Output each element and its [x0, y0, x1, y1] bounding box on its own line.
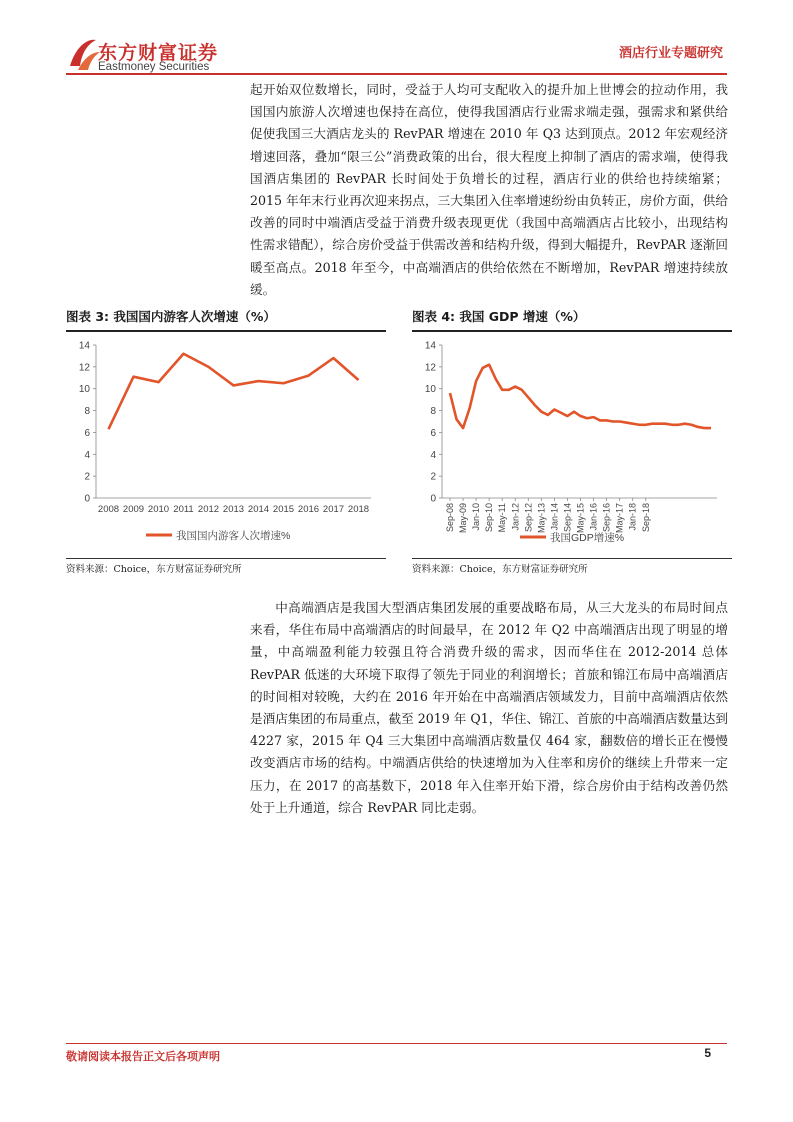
logo-chinese-name: 东方财富证券 [98, 42, 219, 64]
x-tick-label: 2010 [147, 504, 170, 515]
y-tick-label: 14 [78, 340, 90, 352]
figure-4-title-rule [412, 330, 732, 332]
x-tick-label: 2017 [322, 504, 345, 515]
x-tick-label: 2013 [222, 504, 245, 515]
legend-label: 我国GDP增速% [550, 532, 625, 544]
y-tick-label: 6 [430, 427, 436, 439]
figure-3-title-rule [66, 330, 386, 332]
gdp-growth-chart [412, 333, 732, 561]
x-tick-label: Jan-10 [471, 503, 482, 531]
x-tick-label: 2018 [347, 504, 370, 515]
y-tick-label: 0 [430, 493, 436, 505]
x-tick-label: May-11 [497, 503, 508, 533]
body-paragraph-1: 起开始双位数增长，同时，受益于人均可支配收入的提升加上世博会的拉动作用，我国国内旅游人次增速也保持在高位，使得我国酒店行业需求端走强，强需求和紧供给促使我国三大酒店龙头的 RevPAR 增速在 2010 年 Q3 达到顶点。2012 年宏观经济增速回落，叠加“限三公”消费政策的出台，很大程度上抑制了酒店的需求端，使得我国酒店集团的 RevPAR 长时间处于负增长的过程，酒店行业的供给也持续缩紧；2015 年年末行业再次迎来拐点，三大集团入住率增速纷纷由负转正，房价方面，供给改善的同时中端酒店受益于消费升级表现更优（我国中高端酒店占比较小，出现结构性需求错配），综合房价受益于供需改善和结构升级，得到大幅提升，RevPAR 逐渐回暖至高点。2018 年至今，中高端酒店的供给依然在不断增加，RevPAR 增速持续放缓。 [250, 82, 728, 297]
x-tick-label: May-09 [458, 503, 469, 534]
x-tick-label: Jan-16 [588, 503, 599, 531]
x-tick-label: 2015 [272, 504, 295, 515]
body-paragraph-2: 中高端酒店是我国大型酒店集团发展的重要战略布局，从三大龙头的布局时间点来看，华住布局中高端酒店的时间最早，在 2012 年 Q2 中高端酒店出现了明显的增量，中高端盈利能力较强且符合消费升级的需求，因而华住在 2012-2014 总体 RevPAR 低迷的大环境下取得了领先于同业的利润增长；首旅和锦江布局中高端酒店的时间相对较晚，大约在 2016 年开始在中高端酒店领域发力，目前中高端酒店依然是酒店集团的布局重点，截至 2019 年 Q1，华住、锦江、首旅的中高端酒店数量达到 4227 家，2015 年 Q4 三大集团中高端酒店数量仅 464 家，翻数倍的增长正在慢慢改变酒店市场的结构。中端酒店供给的快速增加为入住率和房价的继续上升带来一定压力，在 2017 的高基数下，2018 年入住率开始下滑，综合房价由于结构改善仍然处于上升通道，综合 RevPAR 同比走弱。 [250, 600, 728, 815]
figure-3-title: 图表 3: 我国国内游客人次增速（%） [66, 309, 276, 324]
figure-3-source: 资料来源：Choice，东方财富证券研究所 [66, 564, 242, 575]
figure-4 [412, 307, 732, 575]
figure-3 [66, 307, 386, 575]
x-tick-label: Sep-16 [601, 503, 612, 533]
x-tick-label: Sep-18 [640, 503, 651, 533]
x-tick-label: Jan-14 [549, 503, 560, 531]
x-tick-label: 2008 [97, 504, 120, 515]
y-tick-label: 10 [78, 384, 90, 396]
footer-divider [66, 1043, 727, 1044]
y-tick-label: 2 [430, 471, 436, 483]
series-line [109, 354, 359, 429]
y-tick-label: 14 [424, 340, 436, 352]
logo-english-name: Eastmoney Securities [98, 61, 210, 73]
x-tick-label: Sep-14 [562, 503, 573, 533]
x-tick-label: 2016 [297, 504, 320, 515]
x-tick-label: Sep-10 [484, 503, 495, 533]
x-tick-label: May-15 [575, 503, 586, 534]
x-tick-label: Jan-18 [627, 503, 638, 531]
figure-4-source: 资料来源：Choice，东方财富证券研究所 [412, 564, 588, 575]
x-tick-label: Jan-12 [510, 503, 521, 531]
tourist-growth-chart [66, 333, 386, 561]
x-tick-label: 2012 [197, 504, 220, 515]
x-tick-label: May-13 [536, 503, 547, 534]
y-tick-label: 8 [430, 406, 436, 418]
y-tick-label: 0 [84, 493, 90, 505]
y-tick-label: 4 [84, 449, 90, 461]
header-divider [66, 73, 727, 75]
y-tick-label: 2 [84, 471, 90, 483]
y-tick-label: 4 [430, 449, 436, 461]
company-logo [66, 36, 296, 76]
x-tick-label: 2011 [173, 504, 194, 515]
page-number: 5 [704, 1046, 711, 1060]
y-tick-label: 8 [84, 406, 90, 418]
y-tick-label: 6 [84, 427, 90, 439]
x-tick-label: Sep-12 [523, 503, 534, 533]
series-line [450, 365, 711, 428]
footer-disclaimer: 敬请阅读本报告正文后各项声明 [66, 1050, 220, 1063]
x-tick-label: 2014 [247, 504, 270, 515]
figure-3-source-rule [66, 558, 386, 559]
y-tick-label: 10 [424, 384, 436, 396]
legend-label: 我国国内游客人次增速% [176, 530, 291, 542]
report-title: 酒店行业专题研究 [618, 46, 723, 61]
x-tick-label: May-17 [614, 503, 625, 534]
x-tick-label: Sep-08 [445, 503, 455, 533]
x-tick-label: 2009 [122, 504, 145, 515]
y-tick-label: 12 [78, 362, 90, 374]
figure-4-source-rule [412, 558, 732, 559]
y-tick-label: 12 [424, 362, 436, 374]
figure-4-title: 图表 4: 我国 GDP 增速（%） [412, 309, 586, 324]
